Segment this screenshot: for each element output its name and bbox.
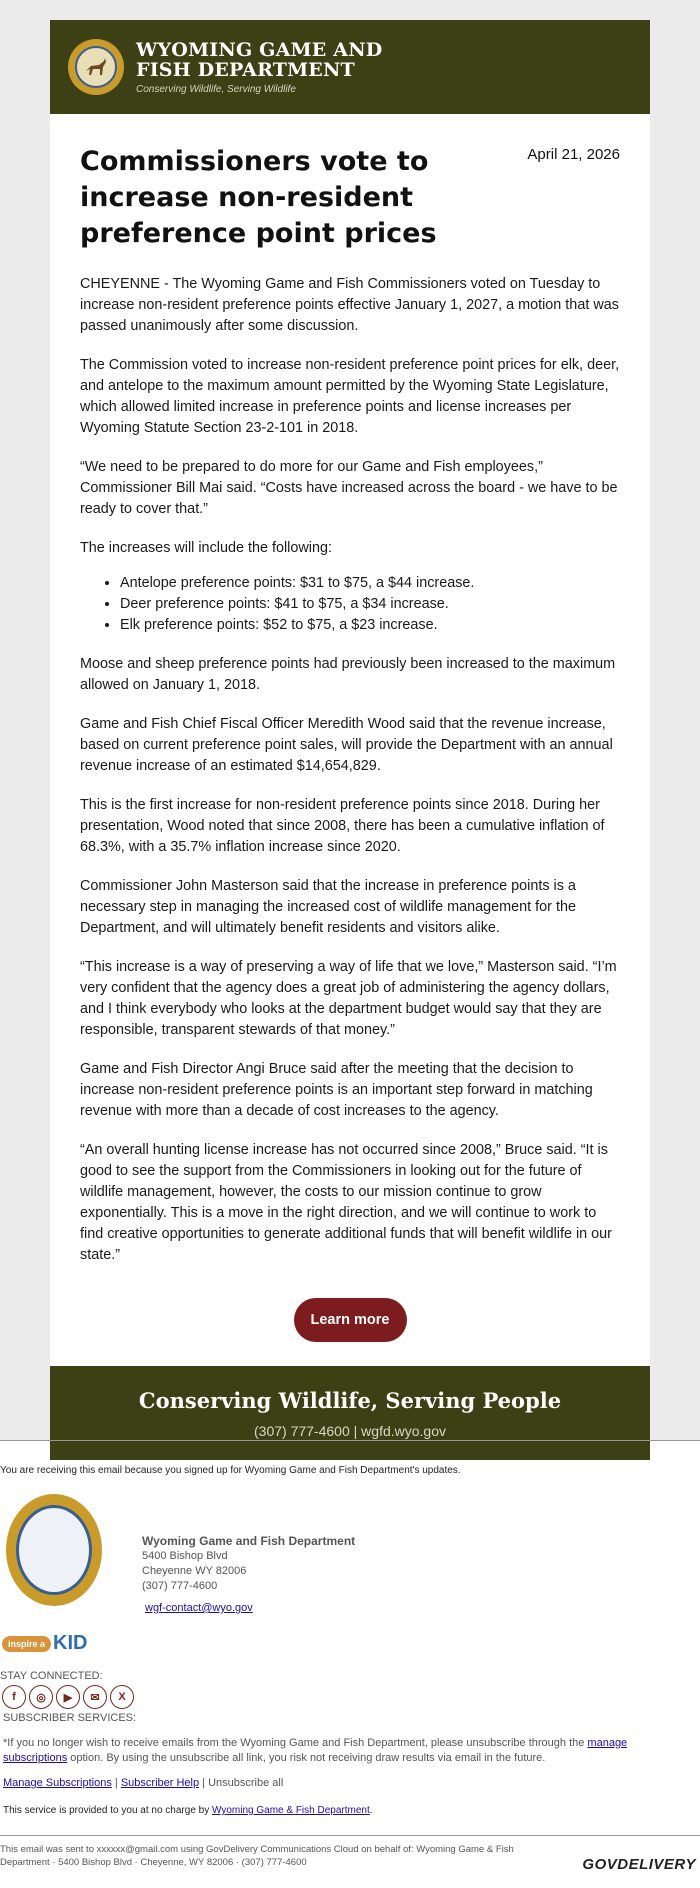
article-title: Commissioners vote to increase non-resident preference point prices [80,146,437,249]
learn-more-button[interactable]: Learn more [294,1298,407,1342]
list-item: • Deer preference points: $41 to $75, a $34 increase. [120,594,620,615]
govdelivery-logo[interactable]: GOVDELIVERY [582,1856,696,1873]
address-org: Wyoming Game and Fish Department [142,1534,356,1548]
address-phone: (307) 777-4600 [142,1580,218,1592]
subscriber-help-link[interactable]: Subscriber Help [120,1777,200,1789]
address-block [142,1534,355,1594]
org-name-line2: FISH DEPARTMENT [136,58,355,81]
cta-wrapper [50,1266,650,1366]
brand-block [136,40,382,95]
title-row [80,144,620,252]
provided-end: . [369,1805,373,1816]
article [50,114,650,1266]
paragraph: Game and Fish Director Angi Bruce said after the meeting that the decision to increase non-resident preference points is an important step forward in matching revenue with more than a decade of cost increases to the agency. [80,1061,593,1119]
divider [0,1440,700,1441]
email-icon[interactable]: ✉ [83,1685,107,1709]
unsub-text: *If you no longer wish to receive emails from the Wyoming Game and Fish Department, please unsubscribe through the [3,1737,588,1749]
address-line: 5400 Bishop Blvd [142,1550,228,1562]
subscriber-services-label: SUBSCRIBER SERVICES: [3,1712,137,1724]
footer-website-link[interactable]: wgfd.wyo.gov [361,1422,446,1439]
org-name-line1: WYOMING GAME AND [136,38,383,61]
paragraph: Commissioner John Masterson said that the increase in preference points is a necessary step in managing the increased cost of wildlife management for the Department, and will ultimately benefit residents and visitors alike. [80,878,576,936]
provider-link[interactable]: Wyoming Game & Fish Department [212,1805,370,1816]
x-icon[interactable]: X [110,1685,134,1709]
inspire-a-kid-logo[interactable] [2,1632,87,1655]
govdelivery-footer [0,1440,700,1873]
unsub-text: option. By using the unsubscribe all link, you risk not receiving draw results via email in the future. [67,1752,546,1764]
link-separator: | [114,1777,118,1789]
email-card [50,20,650,1460]
paragraph: The increases will include the following: [80,540,332,556]
facebook-icon[interactable]: f [2,1685,26,1709]
provided-text: This service is provided to you at no charge by [3,1805,212,1816]
social-links [2,1685,134,1709]
manage-subscriptions-inline-link[interactable]: manage subscriptions [3,1737,628,1764]
header-banner [50,20,650,114]
paragraph: Game and Fish Chief Fiscal Officer Meredith Wood said that the revenue increase, based on current preference point sales, will provide the Department with an annual revenue increase of an estimated $14,654,829. [80,716,613,774]
unsubscribe-all-link[interactable]: Unsubscribe all [208,1777,284,1789]
address-line: Cheyenne WY 82006 [142,1565,247,1577]
footer-phone[interactable]: (307) 777-4600 [254,1422,350,1439]
signup-notice: You are receiving this email because you signed up for Wyoming Game and Fish Department's updates. [0,1465,461,1476]
footer-contact [254,1423,446,1439]
paragraph: “This increase is a way of preserving a way of life that we love,” Masterson said. “I’m very confident that the agency does a great job of administering the agency dollars, and I think everybody who looks at the department budget would say that they are responsible, transparent stewards of that money.” [80,959,617,1038]
unsubscribe-note [3,1736,693,1766]
contact-email-link[interactable]: wgf-contact@wyo.gov [145,1602,253,1614]
paragraph: This is the first increase for non-resident preference points since 2018. During her presentation, Wood noted that since 2008, there has been a cumulative inflation of 68.3%, with a 35.7% inflation increase since 2020. [80,797,605,855]
antelope-icon [75,46,117,88]
header-tagline: Conserving Wildlife, Serving Wildlife [136,83,296,95]
instagram-icon[interactable]: ◎ [29,1685,53,1709]
seal-emblem-icon [16,1505,92,1595]
paragraph: Moose and sheep preference points had previously been increased to the maximum allowed on January 1, 2018. [80,656,616,693]
paragraph: “An overall hunting license increase has not occurred since 2008,” Bruce said. “It is good to see the support from the Commissioners in looking out for the future of wildlife management, however, the costs to our mission continue to grow exponentially. This is a move in the right direction, and we will continue to work to find creative opportunities to generate additional funds that will benefit wildlife in our state.” [80,1142,612,1263]
article-date: April 21, 2026 [527,146,620,163]
paragraph: The Commission voted to increase non-resident preference point prices for elk, deer, and antelope to the maximum amount permitted by the Wyoming State Legislature, which allowed limited increase in preference points and license increases per Wyoming Statute Section 23-2-101 in 2018. [80,357,620,436]
wgfd-logo [68,39,124,95]
divider [0,1835,700,1836]
stay-connected-label: STAY CONNECTED: [0,1670,103,1682]
list-item: • Elk preference points: $52 to $75, a $23 increase. [120,615,620,636]
link-separator: | [202,1777,206,1789]
sent-to-notice: This email was sent to xxxxxx@gmail.com using GovDelivery Communications Cloud on behalf of: Wyoming Game & Fish Department · 5400 Bishop Blvd · Cheyenne, WY 82006 · (307) 777-4600 [0,1844,514,1868]
subscription-links [3,1777,283,1789]
kid-label: KID [53,1632,88,1654]
increase-list [80,573,620,636]
footer-separator: | [353,1422,358,1439]
manage-subscriptions-link[interactable]: Manage Subscriptions [3,1777,112,1789]
list-item: • Antelope preference points: $31 to $75, a $44 increase. [120,573,620,594]
footer-tagline: Conserving Wildlife, Serving People [138,1387,562,1413]
wgfd-seal-logo [6,1494,102,1606]
youtube-icon[interactable]: ▶ [56,1685,80,1709]
paragraph: CHEYENNE - The Wyoming Game and Fish Commissioners voted on Tuesday to increase non-resident preference points effective January 1, 2027, a motion that was passed unanimously after some discussion. [80,276,619,334]
inspire-label: inspire a [2,1636,51,1652]
paragraph: “We need to be prepared to do more for our Game and Fish employees,” Commissioner Bill Mai said. “Costs have increased across the board - we have to be ready to cover that.” [80,459,618,517]
service-provided-note [3,1805,373,1816]
